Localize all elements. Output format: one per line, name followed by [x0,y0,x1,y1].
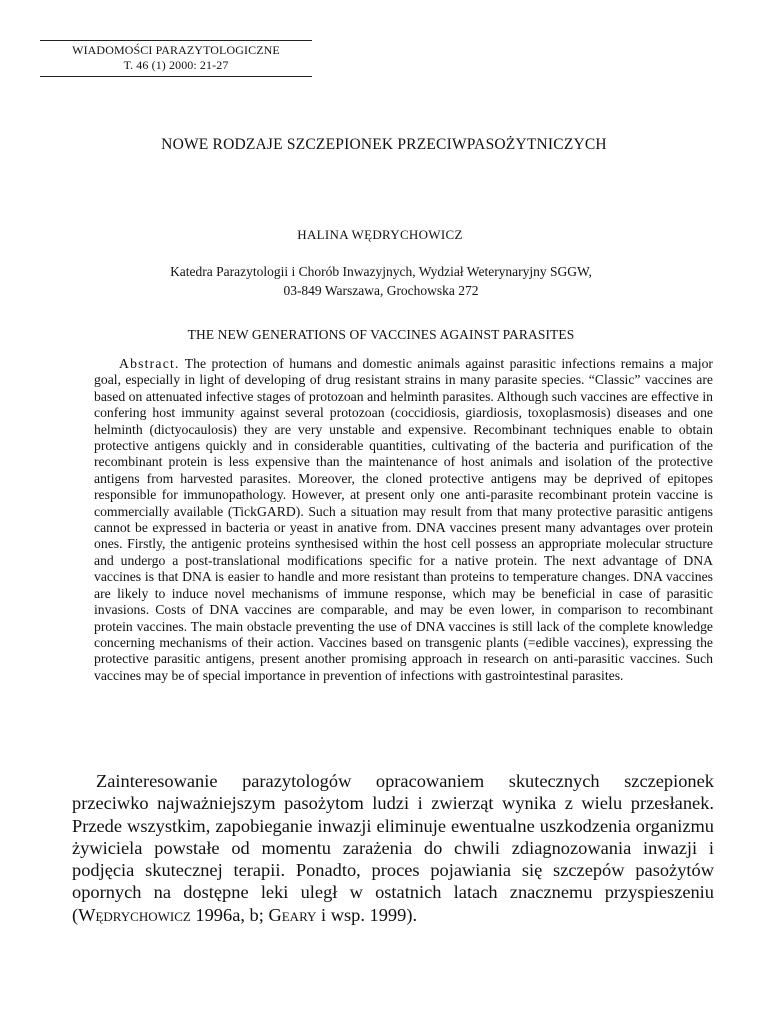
abstract-text: The protection of humans and domestic animals against parasitic infections remains a major goal, especially in light of developing of drug resistant strains in many parasite species. “Classic” vaccines are based on attenuated infective stages of protozoan and helminth parasites. Although such vaccines are effective in confering host immunity against several protozoan (coccidiosis, giardiosis, toxoplasmosis) diseases and one helminth (dictyocaulosis) they are very unstable and expensive. Recombinant techniques enable to obtain protective antigens quickly and in considerable quantities, cultivating of the bacteria and purification of the recombinant protein is less expensive than the maintenance of host animals and isolation of the protective antigens from harvested parasites. Moreover, the cloned protective antigens may be deprived of epitopes responsible for immunopathology. However, at present only one anti-parasite recombinant protein vaccine is commercially available (TickGARD). Such a situation may result from that many protective parasitic antigens cannot be expressed in bacteria or yeast in anative from. DNA vaccines present many advantages over protein ones. Firstly, the antigenic proteins synthesised within the host cell possess an appropriate molecular structure and undergo a post-translational modifications specific for a native protein. The next advantage of DNA vaccines is that DNA is easier to handle and more resistant than proteins to temperature changes. DNA vaccines are likely to induce novel mechanisms of immune response, which may be beneficial in case of parasitic invasions. Costs of DNA vaccines are comparable, and may be even lower, in comparison to recombinant protein vaccines. The main obstacle preventing the use of DNA vaccines is still lack of the complete knowledge concerning mechanisms of their action. Vaccines based on transgenic plants (=edible vaccines), expressing the protective parasitic antigens, present another promising approach in research on anti-parasitic vaccines. Such vaccines may be of special importance in prevention of infections with gastrointestinal parasites. [94,356,713,683]
affiliation-line-2: 03-849 Warszawa, Grochowska 272 [283,283,479,298]
citation-end: i wsp. 1999). [316,904,418,925]
body-paragraph [72,770,714,926]
journal-name: WIADOMOŚCI PARAZYTOLOGICZNE [72,43,280,57]
affiliation-line-1: Katedra Parazytologii i Chorób Inwazyjnych, Wydział Weterynaryjny SGGW, [170,264,592,279]
author-affiliation [0,262,762,300]
abstract-paragraph [94,356,713,684]
article-title-polish: NOWE RODZAJE SZCZEPIONEK PRZECIWPASOŻYTNICZYCH [161,136,607,153]
citation-middle: 1996a, b; [190,904,269,925]
body-paragraph-text: Zainteresowanie parazytologów opracowaniem skutecznych szczepionek przeciwko najważniejszym pasożytom ludzi i zwierząt wynika z wielu przesłanek. Przede wszystkim, zapobieganie inwazji eliminuje ewentualne uszkodzenia organizmu żywiciela powstałe od momentu zarażenia do chwili zdiagnozowania inwazji i podjęcia skutecznej terapii. Ponadto, proces pojawiania się szczepów pasożytów opornych na dostępne leki uległ w ostatnich latach znacznemu przyspieszeniu ( [72,771,714,925]
article-title-english: THE NEW GENERATIONS OF VACCINES AGAINST PARASITES [187,327,575,342]
citation-author-2: Geary [268,904,317,925]
citation-author-1: Wędrychowicz [78,904,191,925]
abstract-label: Abstract. [119,356,180,371]
journal-header [40,40,312,77]
article-author: HALINA WĘDRYCHOWICZ [297,227,463,242]
journal-volume: T. 46 (1) 2000: 21-27 [123,58,229,72]
